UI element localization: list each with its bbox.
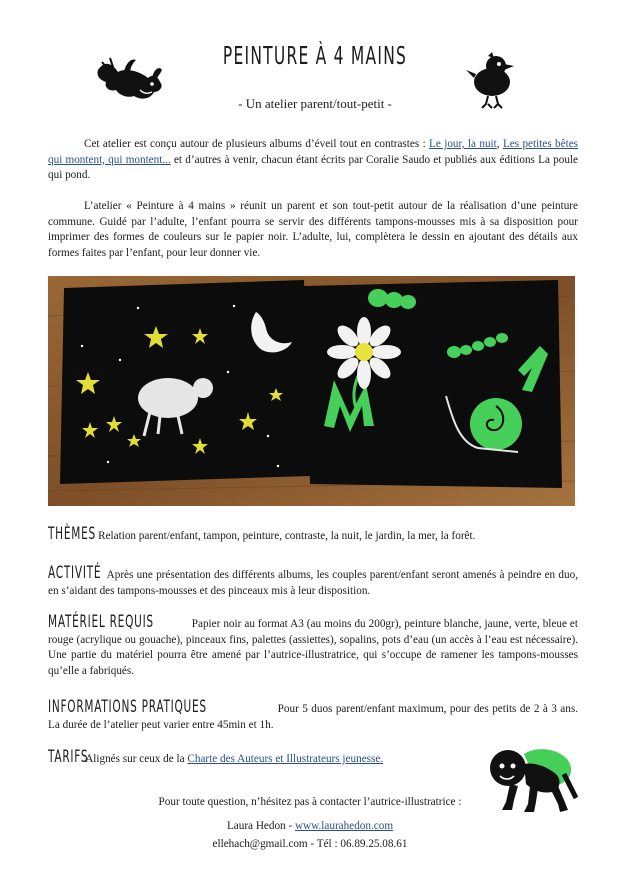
intro-paragraph-1	[48, 137, 578, 184]
section-body-tarifs: Alignés sur ceux de la	[85, 753, 188, 765]
section-materiel	[48, 612, 579, 679]
contact-name-line	[110, 817, 510, 835]
section-themes	[48, 524, 578, 545]
section-heading-activite: ACTIVITÉ	[48, 563, 102, 583]
artwork-illustration	[48, 276, 575, 506]
link-le-jour-la-nuit[interactable]: Le jour, la nuit	[429, 138, 497, 150]
section-body-themes: Relation parent/enfant, tampon, peinture, contraste, la nuit, le jardin, la mer, la forêt.	[98, 530, 476, 542]
contact-block	[110, 793, 510, 853]
garden-painting	[304, 280, 562, 488]
intro-text-after: et d’autres à venir, chacun étant écrits par Coralie Saudo et publiés aux éditions La poule qui pond.	[48, 153, 578, 182]
contact-email-phone: ellehach@gmail.com - Tél : 06.89.25.08.61	[212, 838, 408, 850]
intro-text-before: Cet atelier est conçu autour de plusieurs albums d’éveil tout en contrastes :	[84, 138, 430, 150]
section-heading-tarifs: TARIFS	[48, 747, 89, 767]
section-heading-themes: THÈMES	[48, 524, 96, 544]
page-title: PEINTURE À 4 MAINS	[222, 41, 408, 70]
section-body-materiel: Papier noir au format A3 (au moins du 200gr), peinture blanche, jaune, verte, bleue et rouge (acrylique ou gouache), pinceaux fins, palettes (assiettes), sopalins, pots d’eau (un accès à l’eau est nécessaire). Une partie du matériel pourra être amené par l’autrice-illustratrice, qui s’occupe de ramener les tampons-mousses qu’elle a fabriqués.	[48, 618, 579, 677]
section-infos	[48, 697, 578, 733]
page-subtitle: - Un atelier parent/tout-petit -	[238, 96, 392, 111]
link-website[interactable]: www.laurahedon.com	[294, 820, 394, 832]
section-heading-materiel: MATÉRIEL REQUIS	[48, 612, 154, 632]
section-tarifs	[48, 747, 468, 768]
contact-question: Pour toute question, n’hésitez pas à contacter l’autrice-illustratrice :	[158, 796, 462, 808]
artwork-photo	[48, 276, 575, 506]
link-petites-betes[interactable]: Les petites bêtes qui montent, qui montent...	[48, 138, 579, 166]
contact-name: Laura Hedon -	[226, 820, 295, 832]
intro-separator: ,	[496, 138, 503, 150]
link-charte[interactable]: Charte des Auteurs et Illustrateurs jeunesse.	[187, 753, 384, 765]
section-heading-infos: INFORMATIONS PRATIQUES	[48, 697, 207, 717]
intro-paragraph-2: L’atelier « Peinture à 4 mains » réunit un parent et son tout-petit autour de la réalisation d’une peinture commune. Guidé par l’adulte, l’enfant pourra se servir des différents tampons-mousses mis à sa disposition pour imprimer des formes de couleurs sur le papier noir. L’adulte, lui, complètera le dessin en ajoutant des détails aux formes faites par l’enfant, pour leur donner vie.	[48, 200, 578, 259]
section-body-activite: Après une présentation des différents albums, les couples parent/enfant seront amenés à peindre en duo, en s’aidant des tampons-mousses et des pinceaux mis à leur disposition.	[48, 569, 578, 597]
night-painting	[60, 280, 310, 484]
section-body-infos: Pour 5 duos parent/enfant maximum, pour des petits de 2 à 3 ans. La durée de l’atelier peut varier entre 45min et 1h.	[48, 703, 578, 731]
section-activite	[48, 563, 578, 599]
